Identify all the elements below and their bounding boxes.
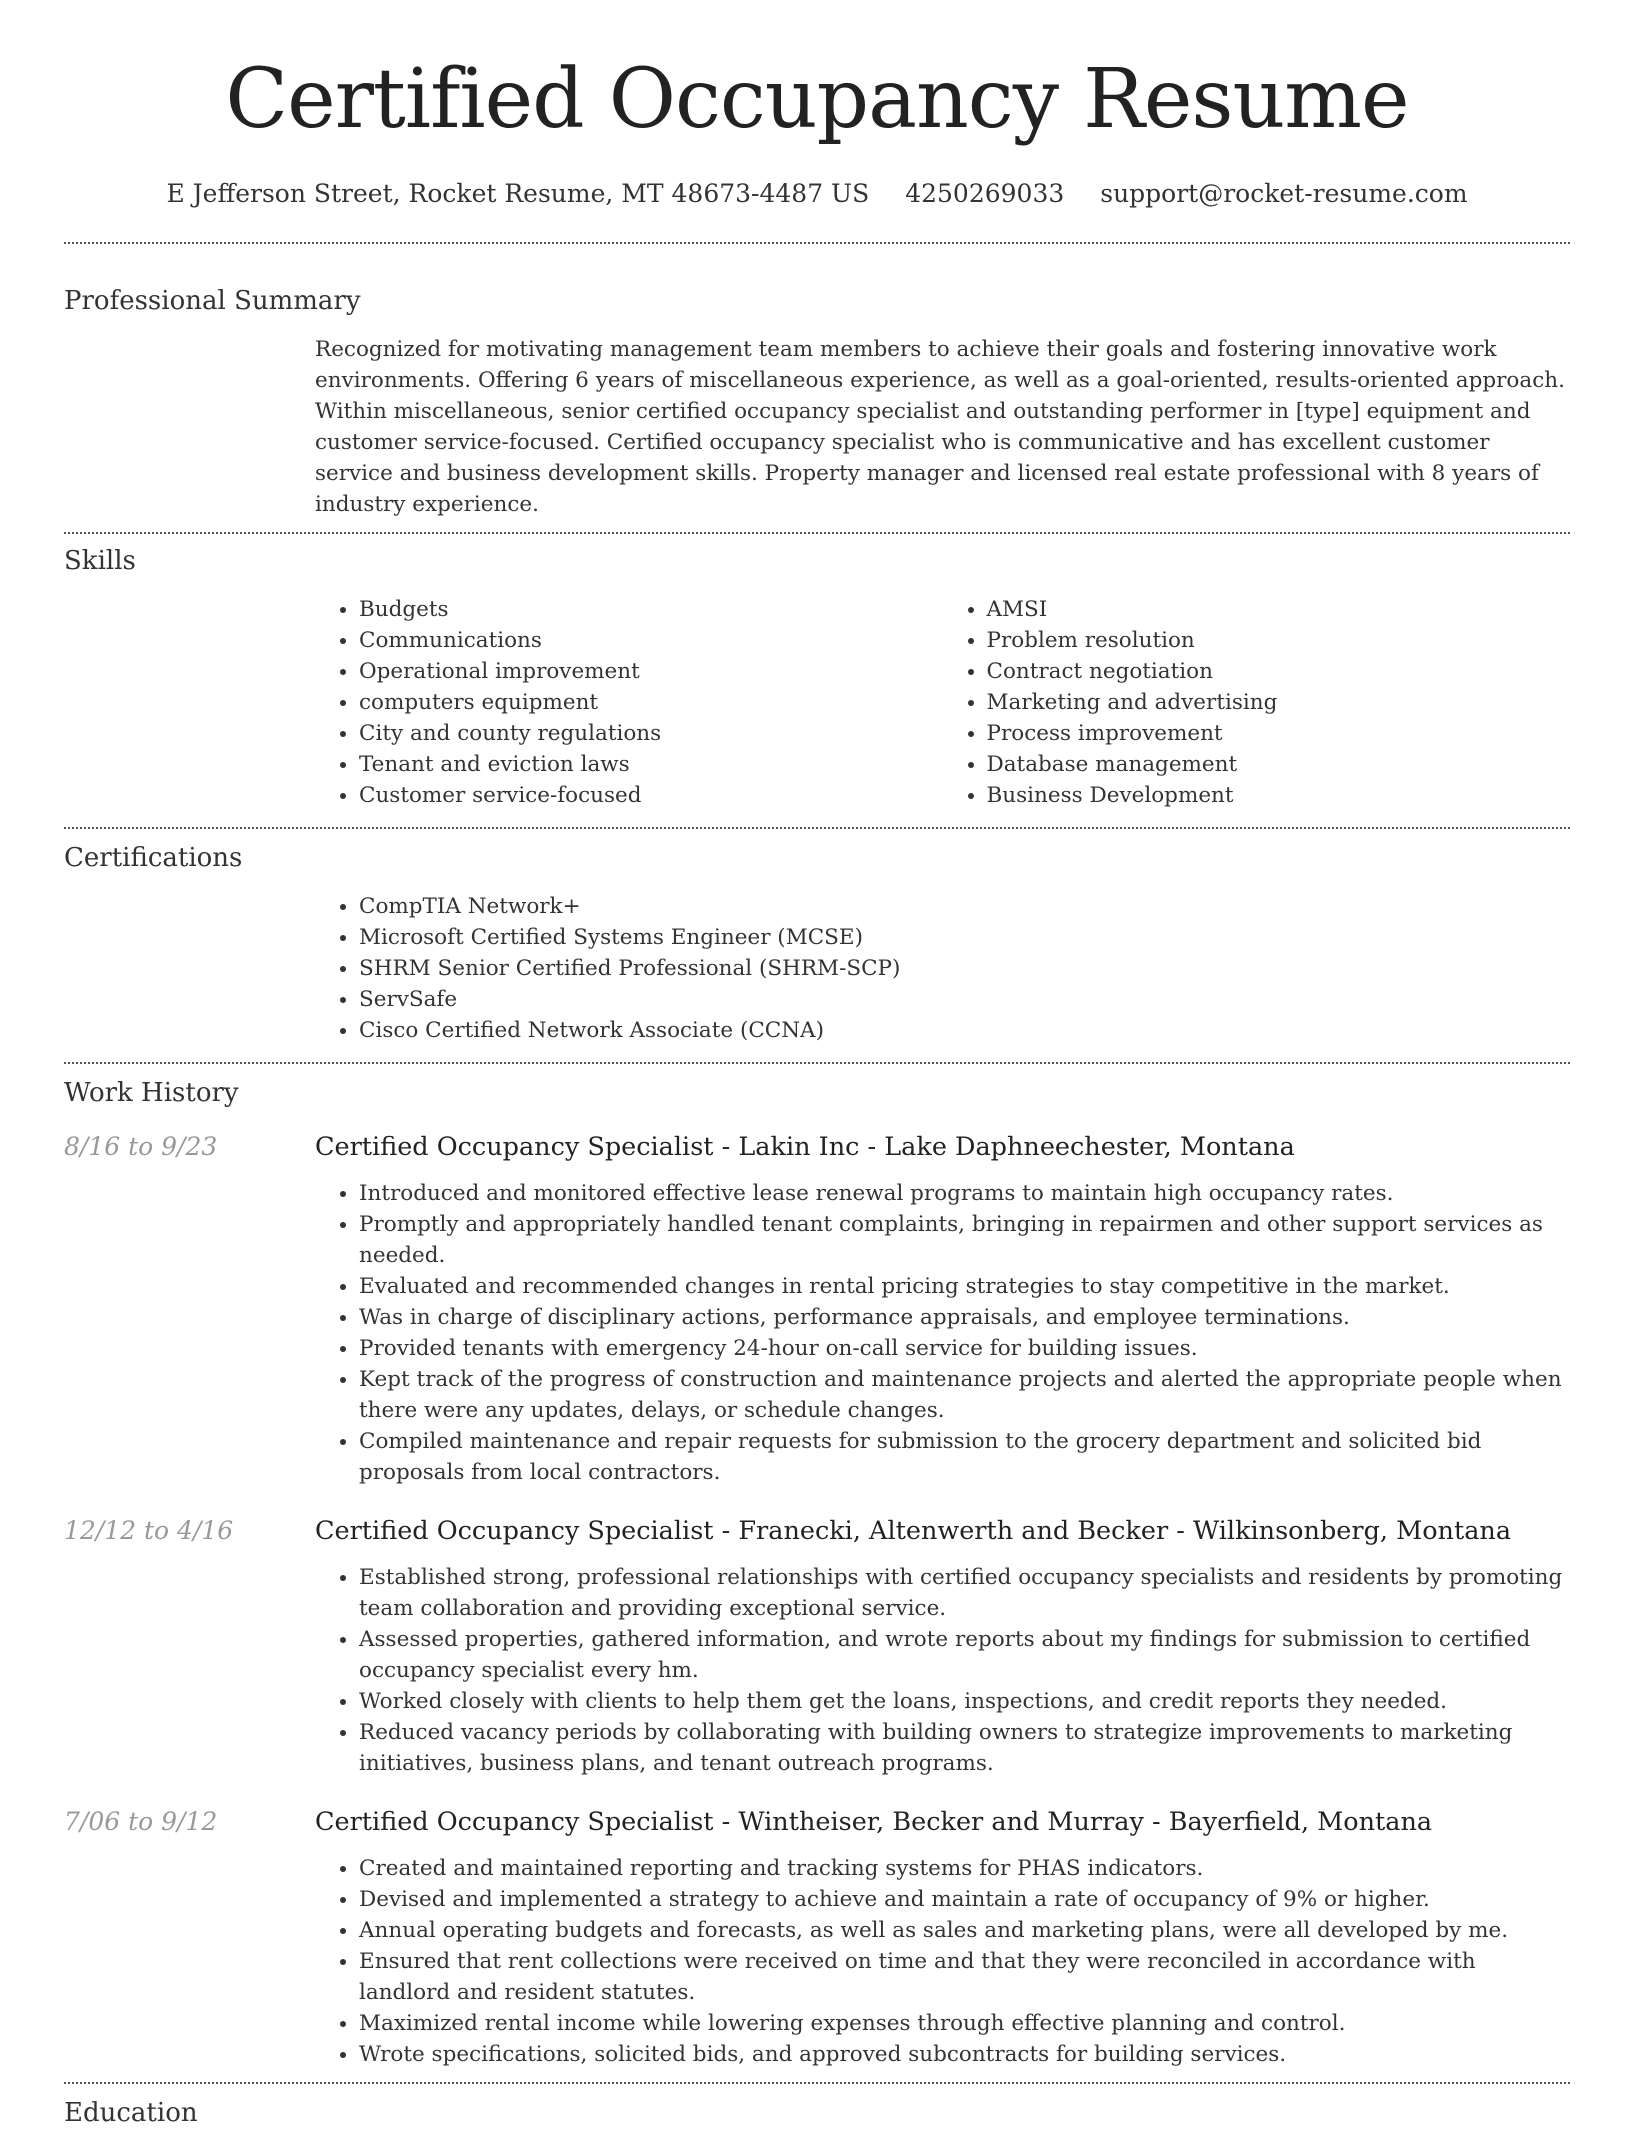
job-bullet: • Compiled maintenance and repair requests for submission to the grocery department and solicited bid proposals from local contractors.: [359, 1426, 1570, 1488]
job-header: [64, 1130, 1570, 1164]
skill-item: • City and county regulations: [359, 718, 943, 749]
certification-item: • ServSafe: [359, 984, 1570, 1015]
job-bullet: • Established strong, professional relationships with certified occupancy specialists and residents by promoting team collaboration and providing exceptional service.: [359, 1562, 1570, 1624]
summary-section: [64, 284, 1570, 520]
certifications-heading: Certifications: [64, 843, 243, 873]
skill-item: • computers equipment: [359, 687, 943, 718]
skill-item: • AMSI: [987, 594, 1571, 625]
job-entry: [64, 1514, 1570, 1779]
job-entry: [64, 1805, 1570, 2070]
job-title: Certified Occupancy Specialist - Lakin Inc - Lake Daphneechester, Montana: [315, 1132, 1295, 1162]
header-divider: [64, 242, 1570, 244]
job-bullet-list: [315, 1853, 1570, 2070]
certification-item: • CompTIA Network+: [359, 891, 1570, 922]
job-bullet: • Was in charge of disciplinary actions, performance appraisals, and employee terminations.: [359, 1302, 1570, 1333]
skills-list-right: [943, 594, 1571, 811]
skill-item: • Process improvement: [987, 718, 1571, 749]
certifications-divider: [64, 1062, 1570, 1064]
summary-heading: Professional Summary: [64, 286, 361, 316]
skill-item: • Customer service-focused: [359, 780, 943, 811]
summary-text: Recognized for motivating management team members to achieve their goals and fostering innovative work environments. Offering 6 years of miscellaneous experience, as well as a goal-oriented, results-oriented approach. Within miscellaneous, senior certified occupancy specialist and outstanding performer in [type] equipment and customer service-focused. Certified occupancy specialist who is communicative and has excellent customer service and business development skills. Property manager and licensed real estate professional with 8 years of industry experience.: [315, 337, 1565, 517]
work-section: [64, 1076, 1570, 2070]
job-bullet-list: [315, 1178, 1570, 1488]
job-bullet: • Introduced and monitored effective lease renewal programs to maintain high occupancy rates.: [359, 1178, 1570, 1209]
skill-item: • Budgets: [359, 594, 943, 625]
job-bullet: • Promptly and appropriately handled tenant complaints, bringing in repairmen and other support services as needed.: [359, 1209, 1570, 1271]
job-bullet: • Maximized rental income while lowering expenses through effective planning and control.: [359, 2008, 1570, 2039]
skill-item: • Business Development: [987, 780, 1571, 811]
job-bullet: • Provided tenants with emergency 24-hour on-call service for building issues.: [359, 1333, 1570, 1364]
certification-item: • Microsoft Certified Systems Engineer (MCSE): [359, 922, 1570, 953]
job-bullet: • Kept track of the progress of construction and maintenance projects and alerted the appropriate people when there were any updates, delays, or schedule changes.: [359, 1364, 1570, 1426]
job-dates: 8/16 to 9/23: [64, 1132, 218, 1161]
education-heading: Education: [64, 2098, 198, 2128]
job-header: [64, 1514, 1570, 1548]
job-bullets: [315, 1562, 1570, 1779]
job-bullet: • Reduced vacancy periods by collaborating with building owners to strategize improvements to marketing initiatives, business plans, and tenant outreach programs.: [359, 1717, 1570, 1779]
certifications-section: [64, 841, 1570, 1046]
job-bullet-list: [315, 1562, 1570, 1779]
work-jobs: [64, 1130, 1570, 2070]
job-bullets: [315, 1853, 1570, 2070]
job-dates: 7/06 to 9/12: [64, 1807, 218, 1836]
education-section: [64, 2096, 1570, 2130]
skill-item: • Marketing and advertising: [987, 687, 1571, 718]
job-bullet: • Annual operating budgets and forecasts, as well as sales and marketing plans, were all developed by me.: [359, 1915, 1570, 1946]
job-title: Certified Occupancy Specialist - Wintheiser, Becker and Murray - Bayerfield, Montana: [315, 1807, 1433, 1837]
certifications-body: [315, 891, 1570, 1046]
summary-divider: [64, 532, 1570, 534]
job-entry: [64, 1130, 1570, 1488]
skill-item: • Communications: [359, 625, 943, 656]
job-bullets: [315, 1178, 1570, 1488]
skill-item: • Problem resolution: [987, 625, 1571, 656]
work-heading: Work History: [64, 1078, 239, 1108]
work-divider: [64, 2082, 1570, 2084]
job-bullet: • Created and maintained reporting and tracking systems for PHAS indicators.: [359, 1853, 1570, 1884]
job-bullet: • Wrote specifications, solicited bids, and approved subcontracts for building services.: [359, 2039, 1570, 2070]
certification-item: • SHRM Senior Certified Professional (SHRM-SCP): [359, 953, 1570, 984]
skills-columns: [315, 594, 1570, 811]
contact-address: E Jefferson Street, Rocket Resume, MT 48673-4487 US: [166, 179, 870, 208]
job-bullet: • Worked closely with clients to help them get the loans, inspections, and credit reports they needed.: [359, 1686, 1570, 1717]
job-header: [64, 1805, 1570, 1839]
skill-item: • Database management: [987, 749, 1571, 780]
skills-section: [64, 544, 1570, 811]
job-bullet: • Ensured that rent collections were received on time and that they were reconciled in accordance with landlord and resident statutes.: [359, 1946, 1570, 2008]
contact-phone: 4250269033: [905, 179, 1065, 208]
resume-page: [64, 0, 1570, 2130]
skills-list-left: [315, 594, 943, 811]
job-title: Certified Occupancy Specialist - Franecki, Altenwerth and Becker - Wilkinsonberg, Montana: [315, 1516, 1512, 1546]
certification-item: • Cisco Certified Network Associate (CCNA): [359, 1015, 1570, 1046]
contact-email: support@rocket-resume.com: [1100, 179, 1468, 208]
contact-line: [64, 178, 1570, 210]
job-bullet: • Devised and implemented a strategy to achieve and maintain a rate of occupancy of 9% or higher.: [359, 1884, 1570, 1915]
skills-divider: [64, 827, 1570, 829]
job-bullet: • Evaluated and recommended changes in rental pricing strategies to stay competitive in the market.: [359, 1271, 1570, 1302]
certifications-list: [315, 891, 1570, 1046]
skill-item: • Contract negotiation: [987, 656, 1571, 687]
skills-heading: Skills: [64, 546, 136, 576]
resume-title: Certified Occupancy Resume: [225, 52, 1409, 147]
skill-item: • Tenant and eviction laws: [359, 749, 943, 780]
job-bullet: • Assessed properties, gathered information, and wrote reports about my findings for submission to certified occupancy specialist every hm.: [359, 1624, 1570, 1686]
skill-item: • Operational improvement: [359, 656, 943, 687]
job-dates: 12/12 to 4/16: [64, 1516, 234, 1545]
